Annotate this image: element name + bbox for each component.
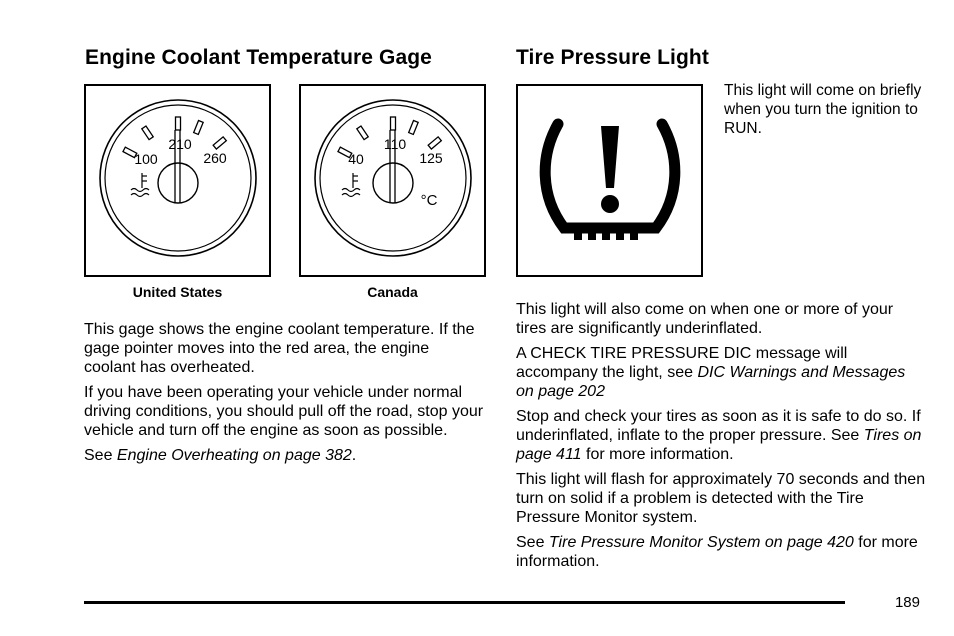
thermometer-icon: [342, 173, 360, 197]
page-number: 189: [894, 594, 920, 611]
tpms-reference[interactable]: Tire Pressure Monitor System on page 420: [548, 534, 854, 551]
thermometer-icon: [131, 173, 149, 197]
paragraph: A CHECK TIRE PRESSURE DIC message will accompany the light, see DIC Warnings and Messages on page 202: [516, 345, 906, 400]
paragraph: Stop and check your tires as soon as it is safe to do so. If underinflated, inflate to the proper pressure. See Tires on page 411 for more information.: [516, 408, 922, 463]
tire-pressure-warning-icon: [518, 86, 701, 275]
us-gauge-caption: United States: [132, 284, 223, 300]
canada-gauge-caption: Canada: [367, 284, 418, 300]
celsius-unit-label: °C: [420, 192, 438, 209]
us-gauge-figure: [84, 84, 271, 277]
coolant-gauge-us-icon: [86, 86, 269, 275]
paragraph: See Engine Overheating on page 382.: [84, 447, 357, 464]
canada-tick-label: 110: [383, 136, 407, 152]
paragraph: This gage shows the engine coolant temperature. If the gage pointer moves into the red area, the engine coolant has overheated.: [84, 321, 475, 376]
coolant-gage-text: [84, 320, 484, 471]
dic-warnings-reference[interactable]: DIC Warnings and Messages on page 202: [516, 364, 906, 400]
footer-rule: [84, 601, 845, 604]
tire-light-intro: This light will come on briefly when you turn the ignition to RUN.: [724, 82, 922, 137]
tire-pressure-heading: Tire Pressure Light: [516, 46, 709, 69]
us-tick-label: 260: [203, 150, 227, 166]
canada-gauge-figure: [299, 84, 486, 277]
tire-pressure-text: [516, 300, 926, 577]
paragraph: This light will also come on when one or more of your tires are significantly underinflated.: [516, 301, 894, 337]
tire-pressure-figure: [516, 84, 703, 277]
tires-reference[interactable]: Tires on page 411: [516, 427, 922, 463]
paragraph: See Tire Pressure Monitor System on page 420 for more information.: [516, 534, 918, 570]
us-tick-label: 210: [168, 136, 192, 152]
coolant-gauge-canada-icon: [301, 86, 484, 275]
canada-tick-label: 125: [419, 150, 443, 166]
engine-overheating-reference[interactable]: Engine Overheating on page 382: [116, 447, 352, 464]
canada-tick-label: 40: [348, 151, 364, 167]
us-tick-label: 100: [134, 151, 158, 167]
paragraph: This light will flash for approximately 70 seconds and then turn on solid if a problem is detected with the Tire Pressure Monitor system.: [516, 471, 926, 526]
paragraph: If you have been operating your vehicle under normal driving conditions, you should pull off the road, stop your vehicle and turn off the engine as soon as possible.: [84, 384, 484, 439]
coolant-gage-heading: Engine Coolant Temperature Gage: [85, 46, 432, 69]
